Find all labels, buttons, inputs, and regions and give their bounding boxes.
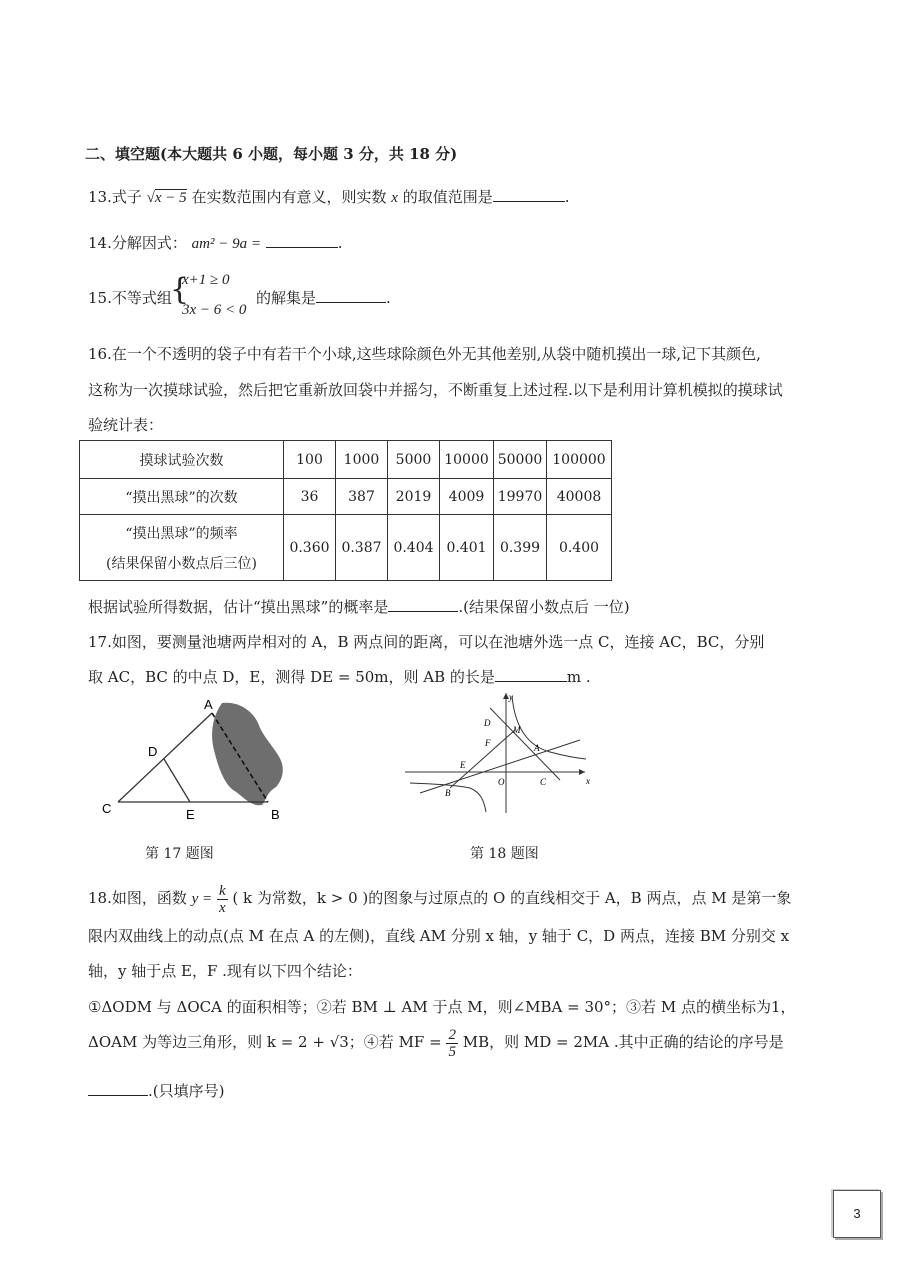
- q17-answer-blank[interactable]: [495, 680, 567, 682]
- q18-y-eq: y =: [191, 891, 213, 907]
- q18-prefix: 18.如图，函数: [88, 889, 187, 907]
- q18-line-5: [88, 1022, 784, 1062]
- q16-line-1: 16.在一个不透明的袋子中有若干个小球,这些球除颜色外无其他差别,从袋中随机摸出一球,记下其颜色,: [88, 345, 761, 363]
- table-cell: 1000: [336, 441, 388, 479]
- q13-end: .: [564, 188, 570, 206]
- table-cell: 40008: [547, 479, 612, 515]
- q16-line-2: 这称为一次摸球试验，然后把它重新放回袋中并摇匀，不断重复上述过程.以下是利用计算机模拟的摸球试: [88, 381, 783, 399]
- q18-line-1: [88, 878, 791, 919]
- table-row: [80, 441, 612, 479]
- q14-answer-blank[interactable]: [266, 246, 338, 248]
- q17-line-1: 17.如图，要测量池塘两岸相对的 A，B 两点间的距离，可以在池塘外选一点 C，连接 AC，BC，分别: [88, 633, 765, 651]
- fig18-label-x: x: [586, 776, 590, 786]
- q14-prefix: 14.分解因式：: [88, 234, 187, 252]
- q16-line-3: 验统计表：: [88, 416, 164, 434]
- q16-answer-blank[interactable]: [388, 610, 458, 612]
- q18-frac-den: x: [218, 899, 226, 916]
- table-cell: 50000: [494, 441, 547, 479]
- fig17-label-A: A: [204, 697, 213, 712]
- fig17-label-C: C: [102, 801, 112, 816]
- q17-line-2: [88, 666, 591, 687]
- page-number-box: [833, 1190, 881, 1238]
- q18-frac2-num: 2: [448, 1026, 456, 1043]
- fig18-label-B: B: [445, 788, 451, 798]
- q13-answer-blank[interactable]: [493, 200, 565, 202]
- question-14: [88, 232, 343, 253]
- fig17-label-D: D: [148, 744, 158, 759]
- pond-shape: [212, 703, 283, 806]
- table-cell: 10000: [440, 441, 494, 479]
- q15-end: .: [386, 289, 391, 307]
- q18-line5-pre: ΔOAM 为等边三角形，则 k = 2 + √3；④若 MF =: [88, 1033, 442, 1051]
- q16-after-pre: 根据试验所得数据，估计“摸出黑球”的概率是: [88, 598, 389, 616]
- row3-label-b: (结果保留小数点后三位): [106, 555, 257, 572]
- table-cell: 100: [284, 441, 336, 479]
- q15-ineq-1: x+1 ≥ 0: [182, 272, 230, 288]
- q13-radicand: x − 5: [154, 190, 187, 206]
- fig18-caption: 第 18 题图: [470, 846, 539, 862]
- q17-line2-pre: 取 AC，BC 的中点 D，E，测得 DE = 50m，则 AB 的长是: [88, 668, 495, 686]
- segment-DE: [164, 759, 190, 802]
- q13-mid: 在实数范围内有意义，则实数: [191, 188, 387, 206]
- table-row: [80, 515, 612, 581]
- fig18-label-M: M: [513, 725, 521, 735]
- table-cell: 2019: [388, 479, 440, 515]
- question-15-prefix: 15.不等式组: [88, 289, 172, 307]
- q18-line-6: [88, 1080, 224, 1101]
- fig17-caption: 第 17 题图: [145, 846, 214, 862]
- fig18-label-y: y: [509, 692, 513, 702]
- q18-line-2: 限内双曲线上的动点(点 M 在点 A 的左侧)，直线 AM 分别 x 轴，y 轴于 C，D 两点，连接 BM 分别交 x: [88, 927, 790, 945]
- q18-line5-post: MB，则 MD = 2MA .其中正确的结论的序号是: [462, 1033, 784, 1051]
- page-number: 3: [853, 1206, 861, 1221]
- figure-17: [90, 695, 310, 830]
- question-13: [88, 186, 569, 207]
- q18-line-3: 轴，y 轴于点 E，F .现有以下四个结论：: [88, 962, 362, 980]
- table-cell: 0.360: [284, 515, 336, 581]
- q15-answer-blank[interactable]: [316, 301, 386, 303]
- table-cell: 4009: [440, 479, 494, 515]
- table-cell: [80, 515, 284, 581]
- q18-fraction: [217, 883, 228, 916]
- figure-18: [400, 688, 595, 818]
- table-cell: 100000: [547, 441, 612, 479]
- q15-ineq-2: 3x − 6 < 0: [182, 302, 247, 318]
- segment-CA: [118, 713, 212, 802]
- q18-fraction-2: [446, 1027, 458, 1060]
- fig18-label-A: A: [534, 743, 540, 753]
- q17-line2-post: m .: [566, 668, 591, 686]
- table-cell: 5000: [388, 441, 440, 479]
- q18-frac2-den: 5: [448, 1043, 456, 1060]
- q14-end: .: [337, 234, 343, 252]
- q13-prefix: 13.式子: [88, 188, 142, 206]
- x-axis-arrow-icon: [579, 769, 585, 775]
- fig18-label-D: D: [484, 718, 491, 728]
- table-cell: 0.404: [388, 515, 440, 581]
- table-cell: 0.400: [547, 515, 612, 581]
- row3-label-a: “摸出黑球”的频率: [125, 525, 238, 542]
- q18-line6-post: .(只填序号): [148, 1082, 225, 1100]
- line-DC: [490, 708, 560, 780]
- q14-expression: am² − 9a =: [191, 236, 261, 252]
- q18-post1: ( k 为常数，k > 0 )的图象与过原点的 O 的直线相交于 A，B 两点，点 M 是第一象: [232, 889, 792, 907]
- table-row: [80, 479, 612, 515]
- line-BM: [450, 730, 515, 788]
- fig17-label-E: E: [186, 807, 195, 822]
- hyperbola-branch-1: [512, 696, 586, 759]
- fig17-label-B: B: [271, 807, 280, 822]
- fig18-label-E: E: [460, 760, 466, 770]
- q18-frac-num: k: [218, 882, 226, 899]
- q13-post: 的取值范围是: [402, 188, 493, 206]
- q18-line-4: ①ΔODM 与 ΔOCA 的面积相等；②若 BM ⊥ AM 于点 M，则∠MBA = 30°；③若 M 点的横坐标为1，: [88, 998, 796, 1016]
- q15-brace: {: [170, 272, 190, 307]
- table-cell: 0.387: [336, 515, 388, 581]
- q15-tail: [256, 287, 391, 308]
- fig18-label-F: F: [485, 738, 491, 748]
- q16-after: [88, 596, 630, 617]
- fig18-label-C: C: [540, 777, 547, 787]
- q13-radical: √x − 5: [146, 190, 187, 206]
- q13-var: x: [391, 190, 398, 206]
- table-cell: 19970: [494, 479, 547, 515]
- table-cell: 0.401: [440, 515, 494, 581]
- q16-after-post: .(结果保留小数点后 一位): [458, 598, 630, 616]
- q18-answer-blank[interactable]: [88, 1094, 148, 1096]
- q15-post: 的解集是: [256, 289, 317, 307]
- table-cell: 36: [284, 479, 336, 515]
- fig18-label-O: O: [498, 777, 505, 787]
- table-cell: 摸球试验次数: [80, 441, 284, 479]
- table-cell: 387: [336, 479, 388, 515]
- section-title: 二、填空题(本大题共 6 小题，每小题 3 分，共 18 分): [85, 145, 458, 163]
- table-cell: 0.399: [494, 515, 547, 581]
- table-cell: “摸出黑球”的次数: [80, 479, 284, 515]
- experiment-table: [79, 440, 612, 581]
